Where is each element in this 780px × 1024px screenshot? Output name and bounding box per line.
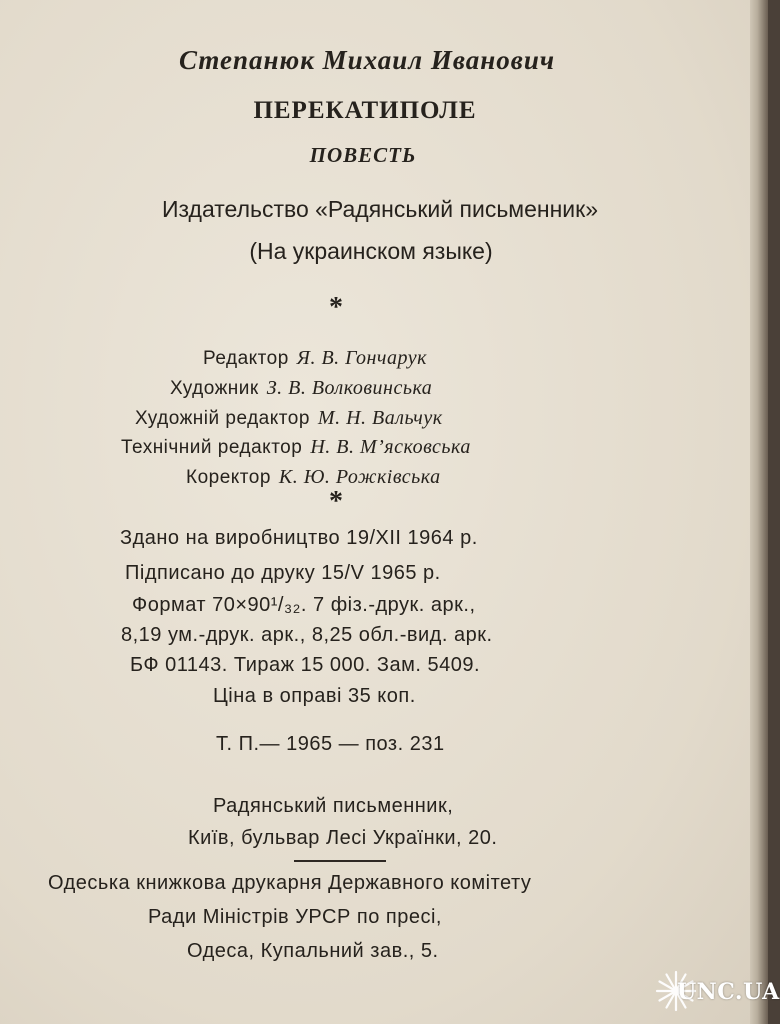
credit-art-editor: [135, 407, 443, 430]
author-name: Степанюк Михаил Иванович: [178, 45, 556, 75]
printer-line: Одеса, Купальний зав., 5.: [187, 940, 439, 962]
production-line: БФ 01143. Тираж 15 000. Зам. 5409.: [130, 654, 480, 676]
production-line: Здано на виробництво 19/XII 1964 р.: [120, 527, 478, 549]
book-title: ПЕРЕКАТИПОЛЕ: [253, 97, 477, 124]
watermark-text: UNC.UA: [677, 979, 780, 1005]
book-genre: ПОВЕСТЬ: [309, 143, 417, 167]
separator-asterisk: *: [329, 486, 343, 517]
credit-role: Художник: [170, 378, 259, 399]
credit-name: З. В. Волковинська: [266, 377, 433, 399]
page-edge: [750, 0, 768, 1024]
language-note: (На украинском языке): [249, 238, 493, 264]
credit-role: Художній редактор: [135, 408, 310, 429]
credit-role: Коректор: [186, 467, 271, 488]
production-line: 8,19 ум.-друк. арк., 8,25 обл.-вид. арк.: [121, 624, 493, 646]
separator-asterisk: *: [329, 292, 343, 323]
plan-position: Т. П.— 1965 — поз. 231: [216, 733, 445, 755]
credit-name: М. Н. Вальчук: [317, 407, 443, 429]
credit-role: Редактор: [203, 348, 289, 369]
divider-rule: [294, 860, 386, 862]
publisher-line: Издательство «Радянський письменник»: [161, 196, 599, 222]
credit-name: К. Ю. Рожківська: [278, 466, 441, 488]
publisher-address-line: Радянський письменник,: [213, 795, 454, 817]
credit-editor: [203, 347, 427, 370]
price-line: Ціна в оправі 35 коп.: [213, 685, 416, 707]
printer-line: Одеська книжкова друкарня Державного комітету: [48, 872, 532, 894]
credit-role: Технічний редактор: [121, 437, 303, 458]
production-line: Підписано до друку 15/V 1965 р.: [125, 562, 441, 584]
production-line: Формат 70×90¹/₃₂. 7 фіз.-друк. арк.,: [132, 594, 476, 616]
credit-technical-editor: [121, 436, 471, 459]
watermark: [655, 968, 780, 1014]
credit-proofreader: [186, 466, 441, 489]
credit-name: Н. В. М’ясковська: [310, 436, 471, 458]
publisher-address-line: Київ, бульвар Лесі Українки, 20.: [188, 827, 498, 849]
credit-artist: [170, 377, 432, 400]
printer-line: Ради Міністрів УРСР по пресі,: [148, 906, 442, 928]
credit-name: Я. В. Гончарук: [296, 347, 427, 369]
